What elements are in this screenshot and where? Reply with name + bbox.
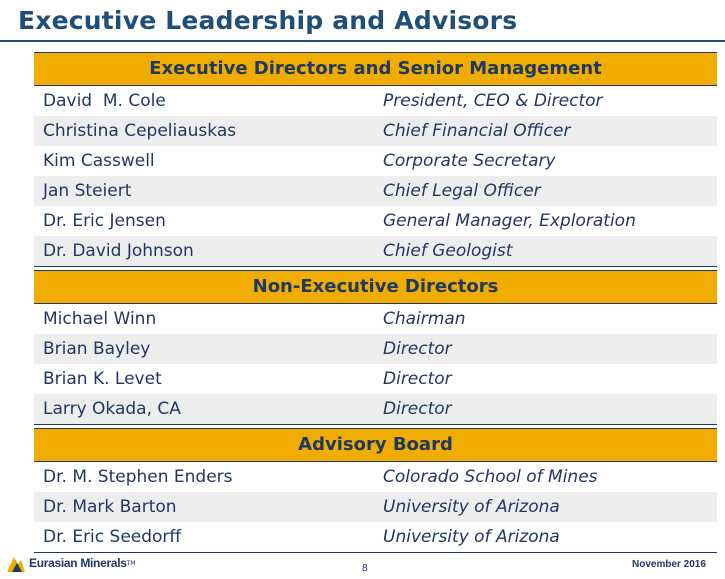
table-row: [34, 364, 717, 394]
person-name: Kim Casswell: [43, 151, 155, 171]
table-row: [34, 176, 717, 206]
footer-date: November 2016: [632, 559, 706, 570]
person-role: Chief Financial Officer: [383, 121, 571, 141]
leadership-table: [34, 52, 717, 553]
person-role: Chief Legal Officer: [383, 181, 541, 201]
table-row: [34, 206, 717, 236]
person-role: Chief Geologist: [383, 241, 513, 261]
person-affiliation: Colorado School of Mines: [383, 467, 598, 487]
person-affiliation: University of Arizona: [383, 497, 560, 517]
page-number: 8: [362, 563, 368, 574]
title-underline: [0, 40, 725, 42]
person-name: Dr. Mark Barton: [43, 497, 177, 517]
section-executive: [34, 86, 717, 267]
table-row: [34, 394, 717, 424]
table-row: [34, 522, 717, 552]
person-role: Director: [383, 339, 452, 359]
table-row: [34, 146, 717, 176]
section-header-advisory: Advisory Board: [34, 428, 717, 462]
person-name: Dr. Eric Seedorff: [43, 527, 182, 547]
section-advisory: [34, 462, 717, 553]
table-row: [34, 236, 717, 266]
person-name: David M. Cole: [43, 91, 166, 111]
person-name: Dr. David Johnson: [43, 241, 194, 261]
person-role: President, CEO & Director: [383, 91, 603, 111]
page-title: Executive Leadership and Advisors: [18, 6, 518, 35]
mountain-logo-icon: [6, 553, 26, 573]
table-row: [34, 462, 717, 492]
person-name: Brian K. Levet: [43, 369, 162, 389]
table-row: [34, 116, 717, 146]
table-row: [34, 304, 717, 334]
person-role: Director: [383, 369, 452, 389]
company-logo: [6, 553, 135, 573]
person-name: Dr. Eric Jensen: [43, 211, 166, 231]
section-non-executive: [34, 304, 717, 425]
person-name: Dr. M. Stephen Enders: [43, 467, 233, 487]
person-role: General Manager, Exploration: [383, 211, 636, 231]
person-name: Brian Bayley: [43, 339, 151, 359]
person-name: Larry Okada, CA: [43, 399, 181, 419]
table-row: [34, 334, 717, 364]
person-role: Corporate Secretary: [383, 151, 556, 171]
logo-trademark: TM: [126, 559, 136, 567]
person-name: Michael Winn: [43, 309, 157, 329]
section-header-executive: Executive Directors and Senior Management: [34, 52, 717, 86]
logo-text: Eurasian Minerals: [29, 556, 127, 570]
person-affiliation: University of Arizona: [383, 527, 560, 547]
table-row: [34, 86, 717, 116]
person-name: Jan Steiert: [43, 181, 132, 201]
person-name: Christina Cepeliauskas: [43, 121, 237, 141]
table-row: [34, 492, 717, 522]
section-header-non-executive: Non-Executive Directors: [34, 270, 717, 304]
person-role: Chairman: [383, 309, 466, 329]
person-role: Director: [383, 399, 452, 419]
